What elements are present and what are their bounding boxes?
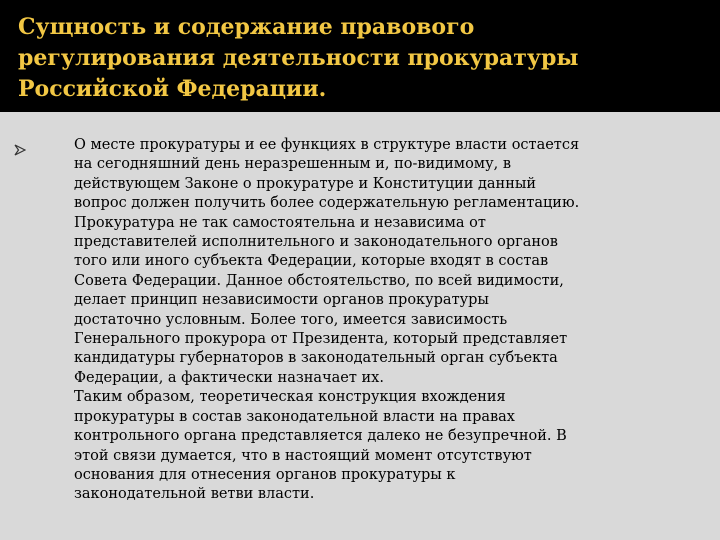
body-line: вопрос должен получить более содержательную регламентацию.	[74, 195, 580, 212]
slide-title	[18, 12, 708, 105]
body-line: Генерального прокурора от Президента, который представляет	[74, 331, 568, 348]
body-line: достаточно условным. Более того, имеется зависимость	[74, 311, 508, 328]
body-line: Прокуратура не так самостоятельна и независима от	[74, 214, 486, 231]
body-line: прокуратуры в состав законодательной власти на правах	[74, 408, 515, 425]
body-line: контрольного органа представляется далеко не безупречной. В	[74, 428, 567, 445]
body-line: О месте прокуратуры и ее функциях в структуре власти остается	[74, 137, 580, 153]
body-line: кандидатуры губернаторов в законодательный орган субъекта	[74, 350, 558, 367]
slide-title-line: Сущность и содержание правового	[18, 14, 475, 40]
body-line: законодательной ветви власти.	[74, 486, 315, 503]
body-line: делает принцип независимости органов прокуратуры	[74, 292, 489, 309]
slide-title-line: Российской Федерации.	[18, 76, 327, 102]
body-line: на сегодняшний день неразрешенным и, по-видимому, в	[74, 156, 512, 173]
body-line: Совета Федерации. Данное обстоятельство, по всей видимости,	[74, 272, 564, 289]
body-line: того или иного субъекта Федерации, которые входят в состав	[74, 253, 549, 270]
arrowhead-bullet-icon	[14, 144, 26, 156]
body-line: этой связи думается, что в настоящий момент отсутствуют	[74, 447, 532, 464]
body-line: Федерации, а фактически назначает их.	[74, 369, 384, 386]
bullet-paragraph	[74, 136, 694, 505]
slide-content	[14, 136, 694, 536]
body-line: Таким образом, теоретическая конструкция вхождения	[74, 389, 506, 406]
body-line: представителей исполнительного и законодательного органов	[74, 234, 558, 251]
body-line: основания для отнесения органов прокуратуры к	[74, 466, 456, 483]
body-line: действующем Законе о прокуратуре и Конституции данный	[74, 175, 537, 192]
slide-title-line: регулирования деятельности прокуратуры	[18, 45, 579, 71]
title-band	[0, 0, 720, 112]
